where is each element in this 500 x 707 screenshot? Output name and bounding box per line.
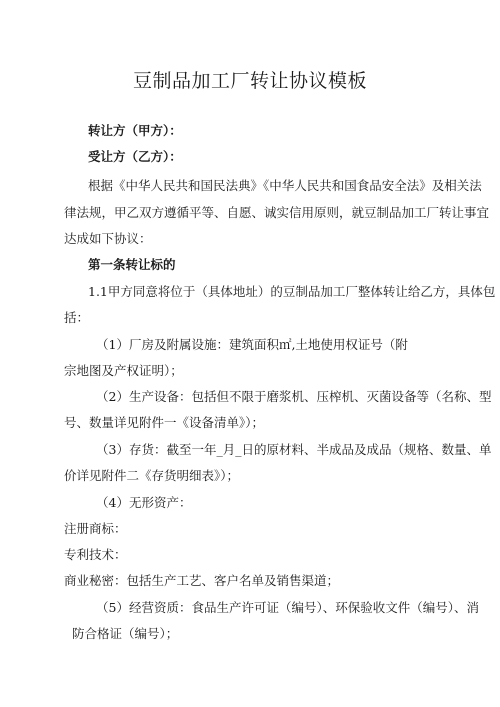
item-5-line-1: （5）经营资质：食品生产许可证（编号）、环保验收文件（编号）、消 xyxy=(96,600,479,615)
clause-1-1-line-2: 括： xyxy=(64,310,90,325)
article-1-heading: 第一条转让标的 xyxy=(88,257,176,272)
item-3-line-1: （3）存货：截至一年_月_日的原材料、半成品及成品（规格、数量、单 xyxy=(96,442,492,457)
preamble-line-1: 根据《中华人民共和国民法典》《中华人民共和国食品安全法》及相关法 xyxy=(88,178,482,193)
item-1-line-2: 宗地图及产权证明）； xyxy=(64,363,183,378)
trademark-line: 注册商标： xyxy=(64,521,127,536)
item-1-line-1: （1）厂房及附属设施：建筑面积㎡,土地使用权证号（附 xyxy=(96,337,408,352)
item-2-line-1: （2）生产设备：包括但不限于磨浆机、压榨机、灭菌设备等（名称、型 xyxy=(96,389,492,404)
item-4-line: （4）无形资产： xyxy=(96,495,192,510)
patent-line: 专利技术： xyxy=(64,547,127,562)
preamble-line-2: 律法规，甲乙双方遵循平等、自愿、诚实信用原则，就豆制品加工厂转让事宜 xyxy=(64,205,490,220)
trade-secret-line: 商业秘密：包括生产工艺、客户名单及销售渠道； xyxy=(64,573,340,588)
transferor-label: 转让方（甲方）： xyxy=(88,123,182,138)
item-3-line-2: 价详见附件二《存货明细表》）； xyxy=(64,468,240,483)
preamble-line-3: 达成如下协议： xyxy=(64,231,152,246)
document-title: 豆制品加工厂转让协议模板 xyxy=(132,70,367,92)
item-2-line-2: 号、数量详见附件一《设备清单》）； xyxy=(64,415,265,430)
clause-1-1-line-1: 1.1甲方同意将位于（具体地址）的豆制品加工厂整体转让给乙方，具体包 xyxy=(88,284,496,299)
item-5-line-2: 防合格证（编号）； xyxy=(72,626,179,641)
transferee-label: 受让方（乙方）： xyxy=(88,149,182,164)
